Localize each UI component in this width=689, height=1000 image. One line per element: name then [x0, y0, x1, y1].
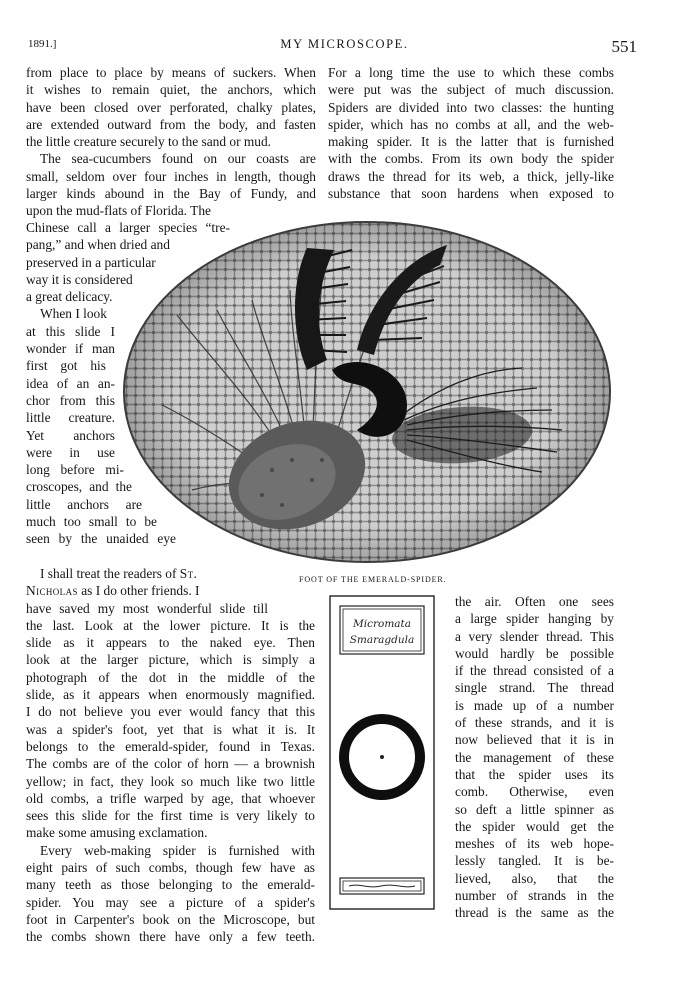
text-line: comb. Otherwise, even [455, 784, 614, 800]
text-line: old combs, a trifle warped by age, that whoever [26, 790, 315, 806]
text-segment: as I do other friends. I [77, 583, 200, 599]
text-line: if the thread consisted of a [455, 663, 614, 679]
text-line: lessly tangled. It is be- [455, 853, 614, 869]
text-line: first got his [26, 358, 106, 374]
text-line: with the combs. From its own body the spider [328, 151, 614, 167]
right-column-bottom [455, 593, 614, 922]
text-line: slide, as it appears when enormously magnified. [26, 687, 315, 703]
text-line: spider, which has no combs at all, and the web- [328, 116, 614, 132]
text-line: preserved in a particular [26, 254, 156, 270]
text-line: the little creature securely to the sand or mud. [26, 134, 272, 150]
text-line: the combs shown there have only a few teeth. [26, 929, 315, 945]
text-line: spider. You may see a picture of a spider's [26, 894, 315, 910]
left-column-top [26, 64, 316, 220]
text-line: much too small to be [26, 514, 157, 530]
spider-foot-photograph [122, 220, 612, 565]
specimen-dot [380, 755, 384, 759]
text-line: chor from this [26, 392, 115, 408]
text-line: make some amusing exclamation. [26, 825, 208, 841]
figure-caption: FOOT OF THE EMERALD-SPIDER. [299, 575, 447, 584]
text-line: the management of these [455, 749, 614, 765]
text-line: making spider. It is the latter that is furnished [328, 134, 614, 150]
text-line: number of strands in the [455, 888, 614, 904]
paragraph-start-line: The sea-cucumbers found on our coasts are [40, 151, 316, 167]
text-line: a very slender thread. This [455, 628, 614, 644]
text-line: of these strands, and it is [455, 715, 614, 731]
text-line: are extended outward from the body, and fasten [26, 116, 316, 132]
text-line: have saved my most wonderful slide till [26, 600, 268, 616]
header-year: 1891.] [28, 38, 57, 50]
text-line: For a long time the use to which these combs [328, 65, 614, 80]
text-line: a large spider hanging by [455, 611, 614, 627]
paragraph-start-line: Every web-making spider is furnished with [40, 842, 315, 858]
text-line: seen by the unaided eye [26, 531, 176, 547]
text-line: little creature. [26, 410, 115, 426]
text-line: larger kinds abound in the Bay of Fundy, and [26, 186, 316, 202]
text-line: meshes of its web hope- [455, 836, 614, 852]
text-line: eight pairs of such combs, though few have as [26, 860, 315, 876]
text-line: many teeth as those belonging to the emerald- [26, 877, 315, 893]
text-line: slide as it appears to the naked eye. Then [26, 635, 315, 651]
text-line: that the spider uses its [455, 766, 614, 782]
text-line: wonder if man [26, 341, 115, 357]
text-line: at this slide I [26, 323, 115, 339]
text-line: have been closed over perforated, chalky plates, [26, 99, 316, 115]
text-line: long before mi- [26, 462, 124, 478]
paragraph-start-line: When I look [40, 306, 107, 322]
text-line: way it is considered [26, 271, 133, 287]
left-column-bottom [26, 565, 315, 946]
text-line: Spiders are divided into two classes: the hunting [328, 99, 614, 115]
text-line: thread is the same as the [455, 905, 614, 921]
text-line: croscopes, and the [26, 479, 132, 495]
text-line: so deft a little spinner as [455, 801, 614, 817]
text-line: draws the thread for its web, a thick, jelly-like [328, 168, 614, 184]
magazine-name: Nicholas [26, 583, 78, 599]
text-line: foot in Carpenter's book on the Microscope, but [26, 911, 315, 927]
text-line: upon the mud-flats of Florida. The [26, 203, 211, 219]
text-line: little anchors are [26, 496, 142, 512]
text-line: now believed that it is in [455, 732, 614, 748]
text-line: were put was the subject of much discussion. [328, 82, 614, 98]
page-number: 551 [611, 37, 637, 56]
slide-label-genus: Micromata [352, 618, 412, 630]
text-line: a great delicacy. [26, 289, 113, 305]
text-segment: I shall treat the readers of [40, 566, 180, 581]
text-line: the spider would get the [455, 818, 614, 834]
text-line: sees this slide for the first time is very likely to [26, 808, 315, 824]
text-line: Yet anchors [26, 427, 115, 443]
text-line: photograph of the dot in the middle of the [26, 669, 315, 685]
paragraph-start-line [26, 565, 315, 582]
text-line: is made up of a number [455, 697, 614, 713]
text-line [26, 582, 268, 599]
text-line: look at the larger picture, which is simply a [26, 652, 315, 668]
text-line: small, seldom over four inches in length, though [26, 168, 316, 184]
text-line: from place to place by means of suckers. When [26, 65, 316, 80]
running-title: MY MICROSCOPE. [280, 37, 409, 51]
text-line: idea of an an- [26, 375, 115, 391]
text-line: The combs are of the color of horn — a brownish [26, 756, 315, 772]
text-line: the last. Look at the lower picture. It is the [26, 617, 315, 633]
microscope-slide-drawing [329, 595, 435, 910]
text-line: it wishes to remain quiet, the anchors, which [26, 82, 316, 98]
text-line: belongs to the emerald-spider, found in Texas. [26, 738, 315, 754]
text-line: pang,” and when dried and [26, 237, 170, 253]
text-line: the air. Often one sees [455, 594, 614, 609]
text-line: single strand. The thread [455, 680, 614, 696]
magazine-name: St. [179, 566, 198, 581]
text-line: yellow; in fact, they look so much like two little [26, 773, 315, 789]
text-line: substance that soon hardens when exposed to [328, 186, 614, 202]
text-line: were in use [26, 444, 115, 460]
text-line: Chinese call a larger species “tre- [26, 220, 230, 235]
right-column-top [328, 64, 614, 202]
text-line: would hardly be possible [455, 645, 614, 661]
text-line: I do not believe you ever would fancy that this [26, 704, 315, 720]
text-line: lieved, also, that the [455, 870, 614, 886]
slide-label-species: Smaragdula [349, 634, 415, 646]
text-line: was a spider's foot, yet that is what it is. It [26, 721, 315, 737]
